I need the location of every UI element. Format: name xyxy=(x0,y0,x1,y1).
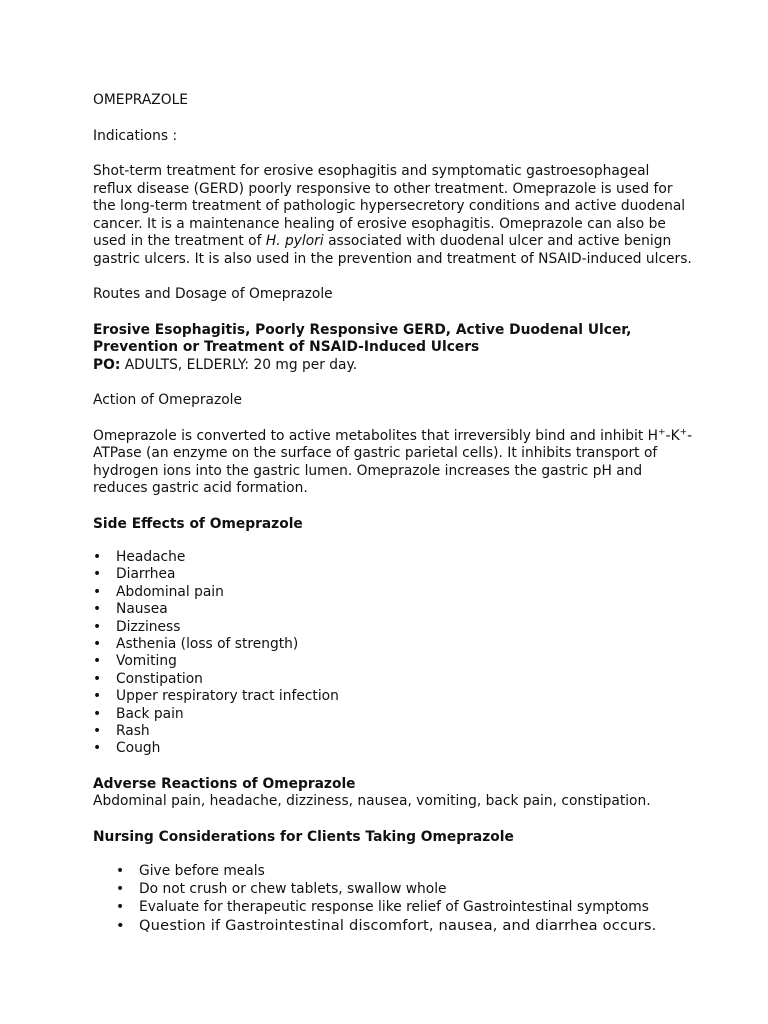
bullet-icon: • xyxy=(93,705,102,722)
list-item-label: Diarrhea xyxy=(116,566,176,583)
adverse-body: Abdominal pain, headache, dizziness, nausea, vomiting, back pain, constipation. xyxy=(93,793,651,810)
list-item xyxy=(93,549,693,566)
list-item xyxy=(93,723,693,740)
indications-body xyxy=(93,163,693,268)
indications-text-2: associated with duodenal ulcer and active benign gastric ulcers. It is also used in the prevention and treatment of NSAID-induced ulcers. xyxy=(93,233,692,267)
adverse-heading: Adverse Reactions of Omeprazole xyxy=(93,775,356,792)
list-item xyxy=(93,671,693,688)
list-item xyxy=(93,636,693,653)
list-item-label: Back pain xyxy=(116,705,184,722)
action-text-1: Omeprazole is converted to active metabolites that irreversibly bind and inhibit H xyxy=(93,427,659,444)
list-item xyxy=(93,899,693,917)
list-item-label: Nausea xyxy=(116,601,168,618)
list-item-label: Evaluate for therapeutic response like relief of Gastrointestinal symptoms xyxy=(139,898,649,915)
action-text-2: -K xyxy=(665,427,680,444)
routes-heading: Routes and Dosage of Omeprazole xyxy=(93,286,333,302)
bullet-icon: • xyxy=(93,670,102,687)
list-item xyxy=(93,653,693,670)
action-sup-1: + xyxy=(658,426,666,437)
bullet-icon: • xyxy=(93,653,102,670)
list-item-label: Do not crush or chew tablets, swallow whole xyxy=(139,880,447,897)
action-heading: Action of Omeprazole xyxy=(93,392,242,408)
indications-italic: H. pylori xyxy=(265,233,324,249)
list-item-label: Give before meals xyxy=(139,863,265,880)
list-item xyxy=(93,688,693,705)
list-item xyxy=(93,740,693,757)
nursing-list xyxy=(93,863,693,935)
bullet-icon: • xyxy=(93,618,102,635)
list-item-label: Constipation xyxy=(116,670,203,687)
list-item-label: Dizziness xyxy=(116,618,181,635)
list-item-label: Headache xyxy=(116,549,186,565)
bullet-icon: • xyxy=(93,583,102,600)
bullet-icon: • xyxy=(93,549,102,565)
list-item xyxy=(93,584,693,601)
list-item xyxy=(93,566,693,583)
list-item-label: Vomiting xyxy=(116,653,177,670)
po-label: PO: xyxy=(93,356,121,373)
list-item-label: Rash xyxy=(116,723,150,740)
routes-subheading: Erosive Esophagitis, Poorly Responsive GERD, Active Duodenal Ulcer, Prevention or Treatment of NSAID-Induced Ulcers xyxy=(93,321,632,355)
action-text-3: -ATPase (an enzyme on the surface of gastric parietal cells). It inhibits transport of hydrogen ions into the gastric lumen. Omeprazole increases the gastric pH and reduces gastric acid formation. xyxy=(93,427,693,496)
list-item-label: Asthenia (loss of strength) xyxy=(116,636,299,653)
po-text: ADULTS, ELDERLY: 20 mg per day. xyxy=(120,356,358,373)
nursing-heading: Nursing Considerations for Clients Taking Omeprazole xyxy=(93,828,514,845)
indications-text-1: Shot-term treatment for erosive esophagitis and symptomatic gastroesophageal reflux disease (GERD) poorly responsive to other treatment. Omeprazole is used for the long-term treatment of pathologic hypersecretory conditions and active duodenal cancer. It is a maintenance healing of erosive esophagitis. Omeprazole can also be used in the treatment of xyxy=(93,163,686,249)
list-item xyxy=(93,916,693,935)
bullet-icon: • xyxy=(116,917,125,935)
action-body xyxy=(93,428,693,498)
action-sup-2: + xyxy=(679,426,688,437)
routes-dosage xyxy=(93,357,693,375)
list-item-label: Abdominal pain xyxy=(116,583,224,600)
side-effects-list xyxy=(93,549,693,758)
bullet-icon: • xyxy=(93,688,102,705)
indications-heading: Indications : xyxy=(93,127,178,144)
bullet-icon: • xyxy=(93,740,102,757)
list-item-label: Question if Gastrointestinal discomfort, nausea, and diarrhea occurs. xyxy=(139,917,657,935)
list-item xyxy=(93,881,693,899)
side-effects-heading: Side Effects of Omeprazole xyxy=(93,515,303,532)
bullet-icon: • xyxy=(93,566,102,583)
list-item-label: Upper respiratory tract infection xyxy=(116,688,339,705)
bullet-icon: • xyxy=(93,723,102,740)
list-item xyxy=(93,619,693,636)
list-item xyxy=(93,706,693,723)
document-title: OMEPRAZOLE xyxy=(93,92,188,108)
bullet-icon: • xyxy=(93,601,102,618)
list-item xyxy=(93,863,693,881)
bullet-icon: • xyxy=(116,880,125,897)
bullet-icon: • xyxy=(93,636,102,653)
list-item xyxy=(93,601,693,618)
bullet-icon: • xyxy=(116,898,125,915)
document-page xyxy=(93,92,693,935)
bullet-icon: • xyxy=(116,863,125,880)
list-item-label: Cough xyxy=(116,740,161,757)
